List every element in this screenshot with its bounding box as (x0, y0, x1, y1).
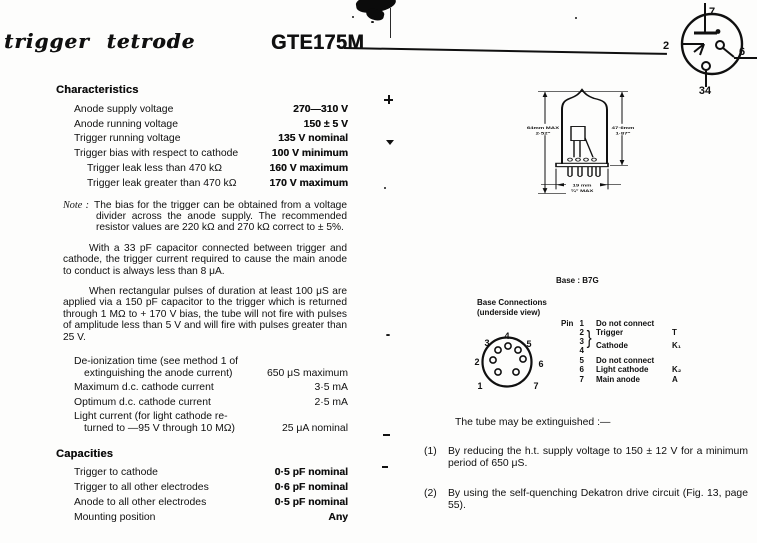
base-pin-6-label: 6 (538, 359, 544, 369)
dim-bottom-label: ¾″ MAX (570, 188, 594, 194)
base-connections-heading: Base Connections (underside view) (477, 298, 547, 317)
extinguish-intro: The tube may be extinguished :— (455, 417, 611, 428)
specs-column (56, 83, 348, 526)
base-flange (556, 163, 608, 166)
dim-bottom-label: 19 mm (572, 183, 592, 189)
base-pin-numbers (474, 331, 543, 391)
spec-row: Trigger leak greater than 470 kΩ 170 V maximum (87, 177, 348, 189)
scan-speck (352, 16, 354, 18)
tube-outline-drawing (500, 85, 650, 257)
base-pin-1-label: 1 (477, 381, 483, 391)
scan-speck (575, 17, 577, 19)
spec-row: Anode to all other electrodes 0·5 pF nominal (74, 497, 348, 508)
base-pin-2-label: 2 (474, 357, 480, 367)
scan-dash-mark (382, 466, 388, 468)
spec-row: Trigger to all other electrodes 0·6 pF nominal (74, 482, 348, 494)
spec-row: Anode supply voltage 270—310 V (74, 103, 348, 115)
spec-row: Trigger leak less than 470 kΩ 160 V maximum (87, 162, 348, 174)
spec-row: De-ionization time (see method 1 of extinguishing the anode current) 650 μS maximum (74, 356, 348, 379)
scan-triangle-mark (386, 140, 394, 145)
spec-row: Anode running voltage 150 ± 5 V (74, 118, 348, 130)
note-text: The bias for the trigger can be obtained from a voltage divider across the anode supply. The recommended resistor values are 220 kΩ and 270 kΩ correct to ± 5%. (93, 199, 347, 234)
dim-left-label: 64mm MAX (526, 126, 560, 131)
item-number: (1) (424, 446, 437, 457)
spec-row: Mounting position Any (74, 511, 348, 523)
dim-labels (527, 124, 637, 194)
base-pin-7-label: 7 (533, 381, 539, 391)
base-pins (490, 343, 526, 375)
spec-row: Light current (for light cathode re- turned to —95 V through 10 MΩ) 25 μA nominal (74, 411, 348, 435)
spec-row: Optimum d.c. cathode current 2·5 mA (74, 396, 348, 408)
note-label: Note : (63, 199, 89, 211)
page-title: trigger tetrode (4, 29, 196, 53)
symbol-pin2-label: 2 (663, 40, 670, 52)
base-pin-3-label: 3 (484, 338, 490, 348)
scan-speck (384, 187, 386, 189)
extinguish-item-1: (1) By reducing the h.t. supply voltage to 150 ± 12 V for a minimum period of 650 μS. (424, 446, 748, 470)
dim-left-label: 2·52″ (535, 131, 551, 137)
pin (596, 167, 600, 177)
header-rule (344, 47, 667, 55)
symbol-pin7-label: 7 (709, 6, 716, 18)
dim-arrowheads (543, 92, 625, 194)
dim-right-label: 1·87″ (615, 131, 631, 137)
characteristics-heading: Characteristics (56, 84, 139, 96)
base-pin-5-label: 5 (526, 339, 532, 349)
spec-row: Maximum d.c. cathode current 3·5 mA (74, 382, 348, 394)
base-type-label: Base : B7G (556, 276, 599, 285)
dim-right-label: 47·6mm (611, 126, 635, 131)
tube-symbol-envelope (682, 3, 757, 87)
scan-line-artifact (390, 8, 391, 38)
timing-current-table (56, 356, 348, 435)
extinguish-item-2: (2) By using the self-quenching Dekatron drive circuit (Fig. 13, page 55). (424, 487, 748, 512)
scan-speck (371, 21, 374, 23)
base-pin-4-label: 4 (504, 331, 510, 341)
pulses-paragraph: When rectangular pulses of duration at least 100 μS are applied via a 150 pF capacitor to the trigger which is returned through 1 MΩ to + 170 V bias, the tube will not fire with pulses of amplitude less than 5 V and will fire with pulses greater than 25 V. (63, 286, 347, 343)
trigger-bias-note (63, 200, 347, 234)
base-pin-diagram (465, 325, 565, 410)
capacitor-paragraph: With a 33 pF capacitor connected between trigger and cathode, the trigger current required to cause the main anode to conduct is always less than 8 μA. (63, 242, 347, 277)
capacities-section (56, 447, 348, 526)
item-number: (2) (424, 487, 437, 499)
tube-symbol-diagram (650, 0, 757, 96)
pin-word: Pin (561, 319, 574, 328)
scan-cross-mark (384, 95, 393, 104)
pin (578, 167, 582, 177)
priming-dot (716, 29, 721, 34)
spec-row: Trigger running voltage 135 V nominal (74, 133, 348, 145)
part-number: GTE175M (271, 31, 365, 54)
spec-row: Trigger to cathode 0·5 pF nominal (74, 467, 348, 479)
pin-brace: } (586, 328, 592, 349)
extinguish-section (424, 417, 748, 513)
symbol-pin34-label: 34 (698, 85, 712, 96)
pin (568, 167, 572, 177)
pin-connection-list: Pin 1 Do not connect 2 Trigger T 3 4 } Cathode K₁ 5 Do not connect 6 Light cathode K₂ 7 Main anode A (561, 319, 682, 384)
pin (588, 167, 592, 177)
capacities-heading: Capacities (56, 447, 114, 460)
scan-dash-mark (383, 434, 390, 436)
spec-row: Trigger bias with respect to cathode 100 V minimum (74, 148, 348, 160)
scan-speck (386, 334, 390, 336)
anode-electrode (571, 126, 585, 140)
symbol-pin6-label: 6 (739, 46, 746, 58)
